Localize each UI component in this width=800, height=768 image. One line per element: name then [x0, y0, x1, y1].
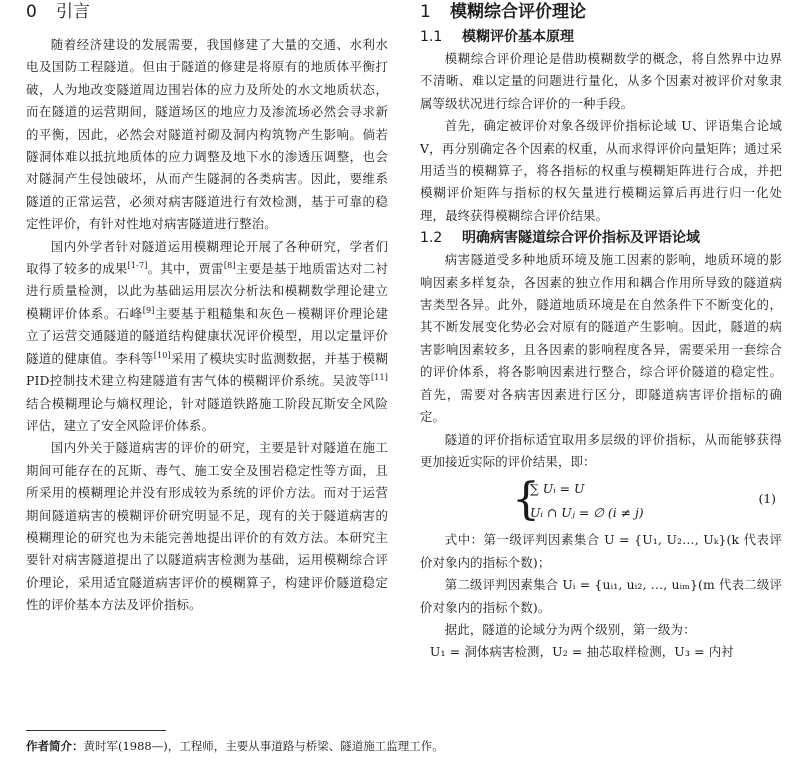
equation-number: (1) — [758, 491, 776, 507]
subsection-title: 明确病害隧道综合评价指标及评语论域 — [462, 230, 700, 247]
citation: [9] — [142, 305, 155, 315]
equation-line-1: ∑ Uᵢ = U — [530, 481, 585, 497]
subsection-title: 模糊评价基本原理 — [462, 29, 574, 45]
paragraph: 据此，隧道的论域分为两个级别，第一级为： — [444, 621, 696, 637]
paragraph: 首先，确定被评价对象各级评价指标论域 U、评语集合论域 V，再分别确定各个因素的权重，从而求得评价向量矩阵；通过采用适当的模糊算子，将各指标的权重与模糊矩阵进行合成，并把模糊评价矩阵与指标的权矢量进行模糊运算后再进行归一化处理，最终获得模糊综合评价结果。 — [420, 118, 782, 223]
paragraph: U₁ = 洞体病害检测，U₂ = 抽芯取样检测，U₃ = 内衬 — [429, 644, 734, 660]
text-run: 国内外学者针对隧道运用模糊理论开展了各种研究，学者们取得了较多的成果 — [26, 238, 388, 277]
intro-paragraph-2 — [26, 236, 388, 438]
citation: [1-7] — [127, 261, 148, 271]
paragraph: 隧道的评价指标适宜取用多层级的评价指标，从而能够获得更加接近实际的评价结果，即： — [420, 431, 782, 469]
text-run: 主要基于粗糙集和灰色－模糊评价理论建立了运营交通隧道的隧道结构健康状况评价模型，用以定量评价隧道的健康值。李科等 — [26, 305, 388, 366]
equation-line-2: Uᵢ ∩ Uⱼ = ∅ (i ≠ j) — [530, 505, 644, 521]
citation: [11] — [370, 373, 388, 383]
section-heading-intro — [26, 0, 388, 24]
subsection-number: 1.2 — [420, 230, 443, 247]
text-run: 结合模糊理论与熵权理论，针对隧道铁路施工阶段瓦斯安全风险评估，建立了安全风险评价体系。 — [26, 395, 388, 433]
footnote-label: 作者简介： — [26, 739, 84, 753]
section-number: 0 — [26, 2, 37, 22]
intro-paragraph-3: 国内外关于隧道病害的评价的研究，主要是针对隧道在施工期间可能存在的瓦斯、毒气、施工安全及围岩稳定性等方面，且所采用的模糊理论并没有形成较为系统的评价方法。而对于运营期间隧道病害的模糊评价研究明显不足，现有的关于隧道病害的模糊理论的研究也为未能完善地提出评价的有效方法。本研究主要针对病害隧道提出了以隧道病害检测为基础，运用模糊综合评价理论，采用适宜隧道病害评价的模糊算子，构建评价隧道稳定性的评价基本方法及评价指标。 — [26, 440, 388, 613]
brace-symbol: { — [512, 474, 540, 526]
section-heading-1 — [420, 0, 782, 24]
equation-1 — [420, 475, 782, 529]
text-run: 。其中，贾雷 — [147, 261, 224, 277]
section-number: 1 — [420, 2, 431, 22]
citation: [10] — [153, 350, 171, 360]
footnote-text: 黄时军(1988—)，工程师，主要从事道路与桥梁、隧道施工监理工作。 — [83, 739, 444, 753]
paragraph: 第二级评判因素集合 Uᵢ = {uᵢ₁, uᵢ₂, …, uᵢₘ}(m 代表二级评价对象内的指标个数)。 — [420, 577, 782, 615]
section-title: 引言 — [56, 2, 90, 22]
text-run: 采用了模块实时监测数据，并基于模糊PID控制技术建立构建隧道有害气体的模糊评价系统。吴波等 — [26, 350, 388, 389]
paragraph: 模糊综合评价理论是借助模糊数学的概念，将自然界中边界不清晰、难以定量的问题进行量化，从多个因素对被评价对象隶属等级状况进行综合评价的一种手段。 — [420, 51, 782, 111]
left-column — [26, 0, 388, 617]
citation: [8] — [223, 261, 236, 271]
author-footnote — [26, 737, 786, 755]
paragraph: 病害隧道受多种地质环境及施工因素的影响，地质环境的影响因素多样复杂，各因素的独立作用和耦合作用所导致的隧道病害类型各异。此外，隧道地质环境是在自然条件下不断变化的，其不断发展变化势必会对原有的隧道产生影响。因此，隧道的病害影响因素较多，且各因素的影响程度各异，需要采用一套综合的评价体系，将各影响因素进行整合，综合评价隧道的稳定性。首先，需要对各病害因素进行区分，即隧道病害评价指标的确定。 — [420, 252, 782, 425]
intro-paragraph-1: 随着经济建设的发展需要，我国修建了大量的交通、水利水电及国防工程隧道。但由于隧道的修建是将原有的地质体平衡打破，人为地改变隧道周边围岩体的应力及所处的水文地质状态，而在隧道的运营期间，隧道场区的地应力及渗流场必然会寻求新的平衡，因此，必然会对隧道衬砌及洞内构筑物产生影响。倘若隧洞体难以抵抗地质体的应力调整及地下水的渗透压调整，也会对隧洞产生侵蚀破坏，从而产生隧洞的各类病害。因此，要维系隧道的正常运营，必须对病害隧道进行有效检测，基于可靠的稳定性评价，有针对性地对病害隧道进行整治。 — [26, 37, 388, 232]
subsection-heading-1-2 — [420, 227, 782, 249]
subsection-heading-1-1 — [420, 26, 782, 48]
paragraph: 式中：第一级评判因素集合 U = {U₁, U₂…, Uₖ}(k 代表评价对象内的指标个数)； — [420, 532, 782, 570]
section-title: 模糊综合评价理论 — [450, 2, 586, 22]
text-run: 主要是基于地质雷达对二衬进行质量检测，以此为基础运用层次分析法和模糊数学理论建立模糊评价体系。石峰 — [26, 261, 389, 321]
subsection-number: 1.1 — [420, 29, 443, 45]
footnote-divider — [26, 730, 166, 731]
right-column — [420, 0, 782, 664]
